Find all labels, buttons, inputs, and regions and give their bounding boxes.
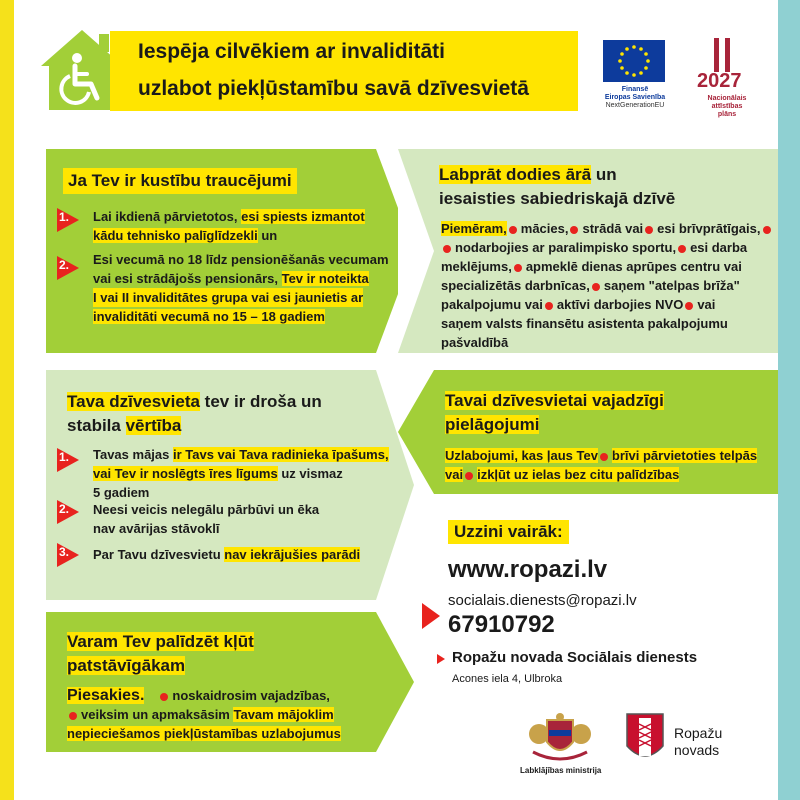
card3-item2-number: 2. <box>59 502 70 516</box>
card1-title: Ja Tev ir kustību traucējumi <box>63 168 297 194</box>
pointer-arrow-icon <box>422 603 440 629</box>
card3-title: Tava dzīvesvieta tev ir droša un stabila vērtība <box>67 392 322 435</box>
website-link[interactable]: www.ropazi.lv <box>448 556 608 583</box>
card3-item3-number: 3. <box>59 545 70 559</box>
card1-item1-number: 1. <box>59 210 70 224</box>
card2-body: Piemēram, mācies, strādā vai esi brīvprātīgais, nodarbojies ar paralimpisko sportu, esi darba meklējums, apmeklē dienas aprūpes centru vai specializētās darbnīcas, saņem "atelpas brīža" pakalpojumu vai aktīvi darbojies NVO vai saņem valsts finansētu asistenta pakalpojumu pašvaldībā <box>441 219 775 352</box>
card1-item1-text: Lai ikdienā pārvietotos, esi spiests izmantot kādu tehnisko palīglīdzekli un <box>93 209 365 243</box>
ropazi-coat-of-arms <box>625 712 665 766</box>
organization-address: Acones iela 4, Ulbroka <box>452 673 563 685</box>
phone-number[interactable]: 67910792 <box>448 611 555 638</box>
card2-title: Labprāt dodies ārā un iesaisties sabiedriskajā dzīvē <box>439 165 676 208</box>
card3-item2-text: Neesi veicis nelegālu pārbūvi un ēka nav avārijas stāvoklī <box>93 502 320 536</box>
card3-item1-number: 1. <box>59 450 70 464</box>
right-stripe <box>778 0 800 800</box>
card4-title: Tavai dzīvesvietai vajadzīgi pielāgojumi <box>445 391 664 434</box>
ministry-name: Labklājības ministrija <box>520 766 602 775</box>
eu-flag-logo <box>603 40 665 82</box>
card4-body: Uzlabojumi, kas ļaus Tev brīvi pārvietoties telpās vai izkļūt uz ielas bez citu palīdzības <box>445 448 758 482</box>
card1-item2-text: Esi vecumā no 18 līdz pensionēšanās vecumam vai esi strādājošs pensionārs, Tev ir noteikta I vai II invaliditātes grupa vai esi jaunietis ar invaliditāti vecumā no 15 – 18 gadiem <box>93 252 389 324</box>
municipality-name: Ropažu novads <box>674 725 723 758</box>
bullet-arrow-icon <box>437 654 445 664</box>
plan-2027-number: 2027 <box>697 70 742 92</box>
card5-body: Piesakies. noskaidrosim vajadzības, veiksim un apmaksāsim Tavam mājoklim nepieciešamos piekļūstamības uzlabojumus <box>67 687 341 741</box>
card1-item2-number: 2. <box>59 258 70 272</box>
organization-name: Ropažu novada Sociālais dienests <box>452 649 698 666</box>
left-stripe <box>0 0 14 800</box>
email-link[interactable]: socialais.dienests@ropazi.lv <box>448 592 637 609</box>
ministry-coat-of-arms <box>527 712 593 764</box>
contact-heading: Uzzini vairāk: <box>448 520 569 544</box>
eu-caption: Finansē Eiropas Savienība NextGenerationEU <box>604 86 666 109</box>
plan-caption: Nacionālais attīstības plāns <box>707 95 747 118</box>
card3-item3-text: Par Tavu dzīvesvietu nav iekrājušies parādi <box>93 547 361 562</box>
card3-item1-text: Tavas mājas ir Tavs vai Tava radinieka īpašums, vai Tev ir noslēgts īres līgums uz vismaz 5 gadiem <box>93 447 389 500</box>
page-title-line2: uzlabot piekļūstamību savā dzīvesvietā <box>138 77 529 100</box>
plan-2027-logo-mark <box>708 38 738 72</box>
card5-title: Varam Tev palīdzēt kļūt patstāvīgākam <box>67 632 254 675</box>
page-title-line1: Iespēja cilvēkiem ar invaliditāti <box>138 40 445 63</box>
